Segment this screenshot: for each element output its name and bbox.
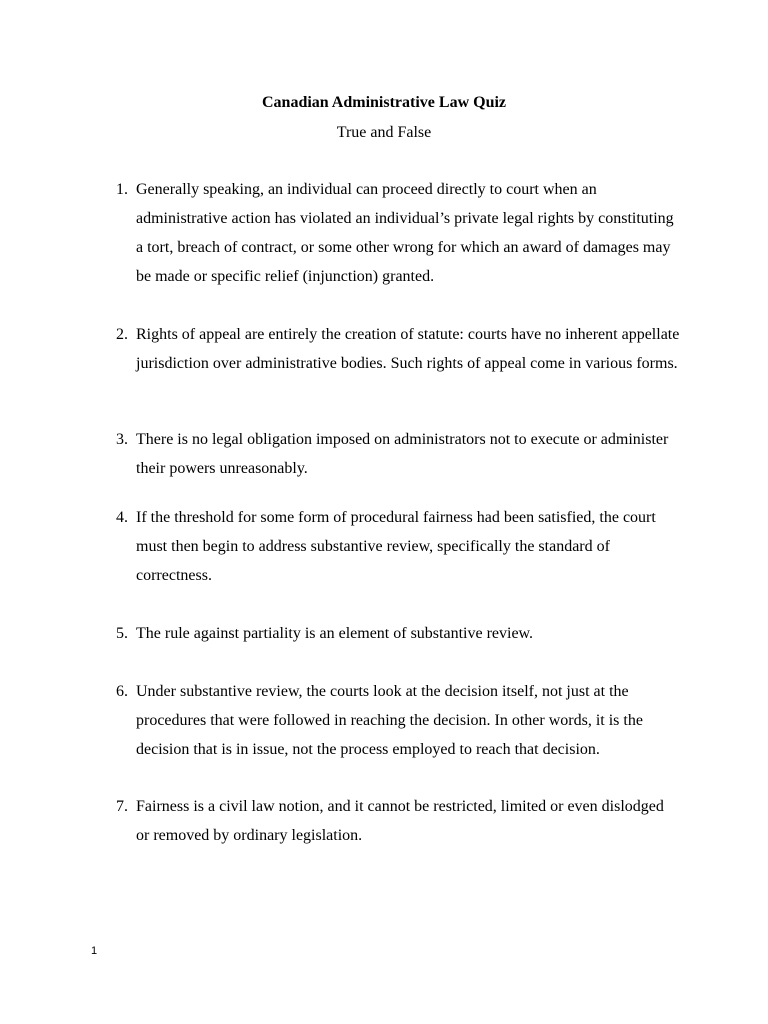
question-number: 7.: [116, 798, 128, 815]
question-text: There is no legal obligation imposed on administrators not to execute or administer their powers unreasonably.: [136, 431, 669, 477]
question-number: 1.: [116, 181, 128, 198]
question-text: Generally speaking, an individual can proceed directly to court when an administrative action has violated an individual’s private legal rights by constituting a tort, breach of contract, or some other wrong for which an award of damages may be made or specific relief (injunction) granted.: [136, 181, 674, 285]
question-number: 2.: [116, 326, 128, 343]
document-title: Canadian Administrative Law Quiz: [261, 94, 507, 111]
question-number: 4.: [116, 509, 128, 526]
page-number: 1: [91, 945, 98, 957]
document-subtitle: True and False: [336, 124, 432, 141]
question-text: The rule against partiality is an element of substantive review.: [136, 625, 534, 642]
question-text: Rights of appeal are entirely the creation of statute: courts have no inherent appellate jurisdiction over administrative bodies. Such rights of appeal come in various forms.: [136, 326, 680, 372]
question-number: 3.: [116, 431, 128, 448]
question-number: 6.: [116, 683, 128, 700]
question-text: If the threshold for some form of procedural fairness had been satisfied, the court must then begin to address substantive review, specifically the standard of correctness.: [136, 509, 656, 584]
question-text: Fairness is a civil law notion, and it cannot be restricted, limited or even dislodged or removed by ordinary legislation.: [136, 798, 664, 844]
question-text: Under substantive review, the courts look at the decision itself, not just at the procedures that were followed in reaching the decision. In other words, it is the decision that is in issue, not the process employed to reach that decision.: [136, 683, 643, 758]
question-number: 5.: [116, 625, 128, 642]
